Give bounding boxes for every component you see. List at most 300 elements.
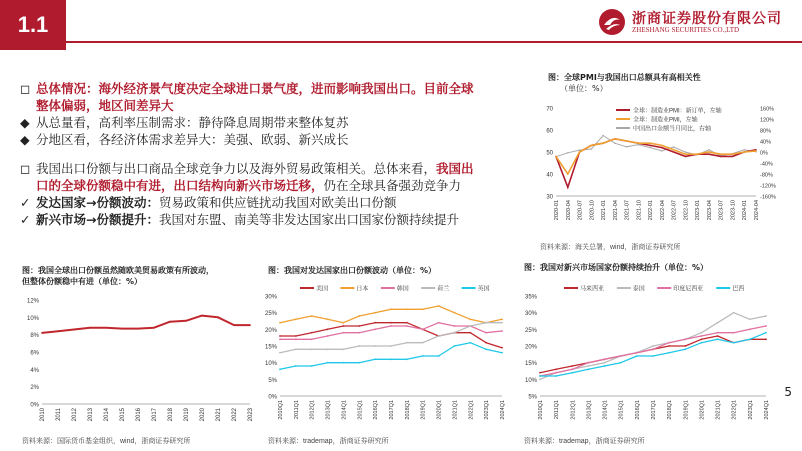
bullet-total-text: 从总量看，高利率压制需求：静待降息周期带来整体复苏 [36,115,349,130]
share-chart-title-line1: 图：我国全球出口份额虽然随欧美贸易政策有所波动， [22,266,214,275]
data-point [673,151,675,153]
data-point [701,338,703,340]
data-point [438,322,440,324]
y-tick-label: 12% [26,298,39,305]
dev-chart-title: 图：我国对发达国家出口份额波动（单位：%） [268,266,437,275]
data-point [295,335,297,337]
bullet-share-cont [20,177,525,194]
bullet-share-text-a: 我国出口份额与出口商品全球竞争力以及海外贸易政策相关。总体来看， [36,161,437,176]
x-tick-label: 2017 [152,408,158,422]
data-point [217,316,219,318]
y-tick-label: 15% [264,344,277,351]
x-tick-label: 2023-10 [730,200,737,221]
check-icon: ✓ [20,212,31,227]
bullet-share [20,160,525,177]
x-tick-label: 2012 [72,408,78,422]
y-left-tick-label: 40 [546,172,553,179]
data-point [620,355,622,357]
x-tick-label: 2022Q1 [468,400,475,420]
data-point [765,338,767,340]
x-tick-label: 2023-01 [695,200,702,221]
x-tick-label: 2021Q1 [452,400,459,420]
data-point [485,322,487,324]
x-tick-label: 2016 [136,408,142,422]
y-left-tick-label: 60 [546,128,553,135]
data-point [708,153,710,155]
data-point [555,372,557,374]
legend-label: 中国出口金额当月同比，右轴 [633,126,712,133]
data-point [485,342,487,344]
legend-label: 泰国 [632,286,645,293]
data-point [717,332,719,334]
data-point [343,332,345,334]
data-point [701,335,703,337]
data-point [638,142,640,144]
data-point [590,145,592,147]
data-point [749,318,751,320]
data-point [555,375,557,377]
y-tick-label: 4% [30,367,39,374]
data-point [539,378,541,380]
data-point [685,151,687,153]
bullet-developed [20,194,525,211]
pmi-chart-unit: （单位：%） [560,84,608,93]
data-point [668,342,670,344]
data-point [249,324,251,326]
data-point [649,145,651,147]
y-right-tick-label: -120% [760,183,776,190]
data-point [555,156,557,158]
data-point [185,320,187,322]
data-point [454,312,456,314]
x-tick-label: 2020Q1 [699,400,706,420]
x-tick-label: 2015 [120,408,126,422]
data-point [485,348,487,350]
data-point [390,325,392,327]
x-tick-label: 2023-07 [718,200,725,221]
y-right-tick-label: -40% [760,161,773,168]
x-tick-label: 2021 [216,408,222,422]
data-point [279,322,281,324]
data-point [717,335,719,337]
data-point [41,332,43,334]
x-tick-label: 2010 [40,408,46,422]
data-point [358,345,360,347]
bullet-emerging-text: 我国对东盟、南美等非发达国家出口国家份额持续提升 [158,212,459,227]
y-right-tick-label: -160% [760,194,776,201]
data-point [422,342,424,344]
x-tick-label: 2018Q1 [667,400,674,420]
data-point [652,348,654,350]
pmi-chart-source: 资料来源：海关总署，wind，浙商证券研究所 [540,244,681,251]
y-tick-label: 35% [524,294,537,301]
x-tick-label: 2024Q1 [500,400,506,420]
legend-label: 印度尼西亚 [673,286,704,293]
data-point [469,332,471,334]
data-point [720,156,722,158]
data-point [604,365,606,367]
x-tick-label: 2017Q1 [389,400,395,420]
data-point [755,150,757,152]
data-point [684,345,686,347]
data-point [327,328,329,330]
square-bullet-icon: ◻ [20,161,31,176]
data-point [733,312,735,314]
x-tick-label: 2019Q1 [683,400,690,420]
data-point [327,362,329,364]
bullet-share-highlight-b: 口的全球份额稳中有进，出口结构向新兴市场迁移， [36,178,324,193]
data-point [89,327,91,329]
x-tick-label: 2019 [184,408,190,422]
data-point [579,151,581,153]
series-line-4 [280,323,502,353]
x-tick-label: 2024-04 [754,200,760,221]
share-chart-source: 资料来源：国际货币基金组织，wind，浙商证券研究所 [22,438,191,445]
dev-chart-source: 资料来源：trademap，浙商证券研究所 [268,438,389,445]
data-point [279,368,281,370]
data-point [406,322,408,324]
data-point [390,358,392,360]
data-point [358,362,360,364]
data-point [567,186,569,188]
pmi-series-line-1 [556,139,756,187]
data-point [717,322,719,324]
x-tick-label: 2022Q1 [731,400,738,420]
y-tick-label: 25% [264,311,277,318]
x-tick-label: 2021Q1 [715,400,722,420]
x-tick-label: 2022-07 [671,200,678,221]
bullet-overall-line1: 总体情况：海外经济景气度决定全球进口景气度，进而影响我国出口。目前全球 [36,81,474,96]
y-left-tick-label: 30 [546,194,553,201]
data-point [469,342,471,344]
data-point [614,138,616,140]
legend-label: 日本 [356,286,369,293]
data-point [233,324,235,326]
x-tick-label: 2021-04 [612,200,619,221]
x-tick-label: 2010Q1 [278,400,284,420]
bullet-overall-line2: 整体偏弱，地区间差异大 [36,98,174,113]
bullet-region [20,131,525,148]
data-point [708,151,710,153]
data-point [105,327,107,329]
x-tick-label: 2023Q1 [747,400,754,420]
x-tick-label: 2021-07 [624,200,631,221]
x-tick-label: 2020Q1 [436,400,443,420]
data-point [469,325,471,327]
y-tick-label: 30% [264,294,277,301]
data-point [295,318,297,320]
y-tick-label: 0% [268,394,277,401]
data-point [390,308,392,310]
x-tick-label: 2014Q1 [602,400,609,420]
data-point [279,335,281,337]
x-tick-label: 2013Q1 [325,400,332,420]
x-tick-label: 2023Q1 [484,400,491,420]
y-tick-label: 25% [524,327,537,334]
data-point [652,355,654,357]
data-point [311,315,313,317]
data-point [343,348,345,350]
x-tick-label: 2018Q1 [404,400,411,420]
data-point [708,149,710,151]
x-tick-label: 2011 [56,408,62,421]
legend-label: 全球：制造业PMI：新订单，左轴 [633,108,722,115]
data-point [374,345,376,347]
data-point [501,318,503,320]
legend-label: 巴西 [732,286,745,293]
data-point [636,352,638,354]
data-point [571,365,573,367]
data-point [604,362,606,364]
data-point [649,142,651,144]
data-point [571,372,573,374]
data-point [454,345,456,347]
data-point [295,365,297,367]
data-point [567,152,569,154]
data-point [684,348,686,350]
share-chart-title [22,265,214,287]
bullet-share-highlight-a: 我国出 [436,161,474,176]
x-tick-label: 2019Q1 [420,400,427,420]
x-tick-label: 2020-10 [589,200,596,221]
data-point [749,328,751,330]
data-point [588,365,590,367]
data-point [732,153,734,155]
legend-label: 英国 [477,286,490,293]
x-tick-label: 2013Q1 [586,400,593,420]
x-tick-label: 2020-04 [565,200,572,221]
data-point [765,315,767,317]
y-tick-label: 10% [264,361,277,368]
data-point [614,142,616,144]
company-name-cn: 浙商证券股份有限公司 [632,11,782,27]
share-chart [14,292,258,430]
data-point [668,352,670,354]
data-point [661,150,663,152]
x-tick-label: 2023-04 [706,200,713,221]
data-point [685,156,687,158]
data-point [661,145,663,147]
x-tick-label: 2014Q1 [341,400,348,420]
data-point [720,153,722,155]
x-tick-label: 2020-01 [554,200,560,221]
series-line-1 [42,316,250,333]
data-point [358,332,360,334]
data-point [327,318,329,320]
data-point [733,332,735,334]
x-tick-label: 2022 [232,408,238,422]
y-tick-label: 20% [524,344,537,351]
x-tick-label: 2011Q1 [554,400,561,420]
data-point [555,368,557,370]
y-tick-label: 5% [528,394,537,401]
data-point [539,372,541,374]
data-point [590,148,592,150]
square-bullet-icon: ◻ [20,81,31,96]
x-tick-label: 2018 [168,408,174,422]
data-point [732,156,734,158]
data-point [652,345,654,347]
diamond-bullet-icon: ◆ [20,132,30,147]
x-tick-label: 2022-10 [683,200,690,221]
x-tick-label: 2024-01 [742,200,749,221]
data-point [765,325,767,327]
data-point [604,358,606,360]
bullet-share-text-b: 仍在全球具备强劲竞争力 [323,178,462,193]
x-tick-label: 2021-10 [636,200,643,221]
data-point [279,338,281,340]
x-tick-label: 2012Q1 [309,400,316,420]
data-point [438,305,440,307]
series-line-1 [540,336,766,373]
data-point [717,338,719,340]
data-point [539,375,541,377]
x-tick-label: 2021-01 [601,200,608,221]
pmi-chart [536,100,796,238]
x-tick-label: 2020-07 [577,200,584,221]
emg-chart [514,276,774,430]
data-point [327,348,329,350]
data-point [311,365,313,367]
x-tick-label: 2024Q1 [764,400,770,420]
data-point [311,338,313,340]
x-tick-label: 2013 [88,408,94,422]
data-point [454,332,456,334]
x-tick-label: 2016Q1 [373,400,380,420]
y-tick-label: 10% [524,377,537,384]
data-point [620,362,622,364]
company-name-en: ZHESHANG SECURITIES CO.,LTD [632,26,740,34]
x-tick-label: 2015Q1 [357,400,364,420]
bullet-overall-cont [20,97,525,114]
data-point [358,315,360,317]
data-point [636,355,638,357]
data-point [343,362,345,364]
bullet-developed-text: 贸易政策和供应链扰动我国对欧美出口份额 [158,195,397,210]
data-point [749,338,751,340]
y-tick-label: 20% [264,327,277,334]
bullet-overall [20,80,525,97]
share-chart-title-line2: 但整体份额稳中有进（单位：%） [22,277,143,286]
legend-label: 全球：制造业PMI，左轴 [633,117,698,124]
x-tick-label: 2022-01 [648,200,655,221]
data-point [343,325,345,327]
data-point [438,335,440,337]
x-tick-label: 2014 [104,408,110,422]
data-point [153,327,155,329]
y-tick-label: 6% [30,350,39,357]
data-point [626,146,628,148]
x-tick-label: 2016Q1 [634,400,641,420]
data-point [295,348,297,350]
data-point [374,358,376,360]
header-divider [66,41,802,43]
data-point [422,328,424,330]
data-point [701,332,703,334]
y-left-tick-label: 50 [546,150,553,157]
section-number: 1.1 [0,0,66,50]
data-point [454,325,456,327]
data-point [743,149,745,151]
legend-label: 美国 [316,286,329,293]
y-right-tick-label: 160% [760,106,775,113]
legend-label: 荷兰 [437,286,450,293]
data-point [668,345,670,347]
check-icon: ✓ [20,195,31,210]
page-number: 5 [784,385,792,399]
x-tick-label: 2011Q1 [293,400,300,420]
diamond-bullet-icon: ◆ [20,115,30,130]
series-line-3 [540,326,766,376]
data-point [374,328,376,330]
data-point [406,342,408,344]
data-point [685,153,687,155]
pmi-chart-title [548,72,701,94]
data-point [73,329,75,331]
data-point [602,135,604,137]
data-point [485,332,487,334]
data-point [602,142,604,144]
data-point [684,338,686,340]
data-point [501,322,503,324]
x-tick-label: 2023 [248,408,254,422]
data-point [390,345,392,347]
data-point [422,308,424,310]
data-point [701,342,703,344]
data-point [743,151,745,153]
data-point [358,325,360,327]
data-point [201,315,203,317]
data-point [422,355,424,357]
data-point [649,147,651,149]
data-point [279,352,281,354]
data-point [57,330,59,332]
data-point [571,368,573,370]
data-point [343,322,345,324]
data-point [501,352,503,354]
data-point [311,348,313,350]
x-tick-label: 2015Q1 [618,400,625,420]
x-tick-label: 2022-04 [659,200,666,221]
data-point [673,146,675,148]
data-point [588,368,590,370]
y-right-tick-label: 40% [760,139,772,146]
data-point [696,153,698,155]
data-point [121,328,123,330]
y-tick-label: 10% [26,315,39,322]
y-tick-label: 15% [524,361,537,368]
data-point [469,318,471,320]
y-right-tick-label: -80% [760,172,773,179]
data-point [501,330,503,332]
data-point [311,332,313,334]
data-point [626,140,628,142]
data-point [588,362,590,364]
company-logo [598,6,788,40]
x-tick-label: 2010Q1 [538,400,544,420]
data-point [501,347,503,349]
data-point [661,147,663,149]
y-tick-label: 5% [268,377,277,384]
bullet-list [20,80,525,228]
data-point [374,312,376,314]
data-point [169,321,171,323]
data-point [438,355,440,357]
bullet-region-text: 分地区看，各经济体需求差异大：美强、欧弱、新兴成长 [36,132,349,147]
data-point [765,332,767,334]
data-point [579,149,581,151]
data-point [406,325,408,327]
